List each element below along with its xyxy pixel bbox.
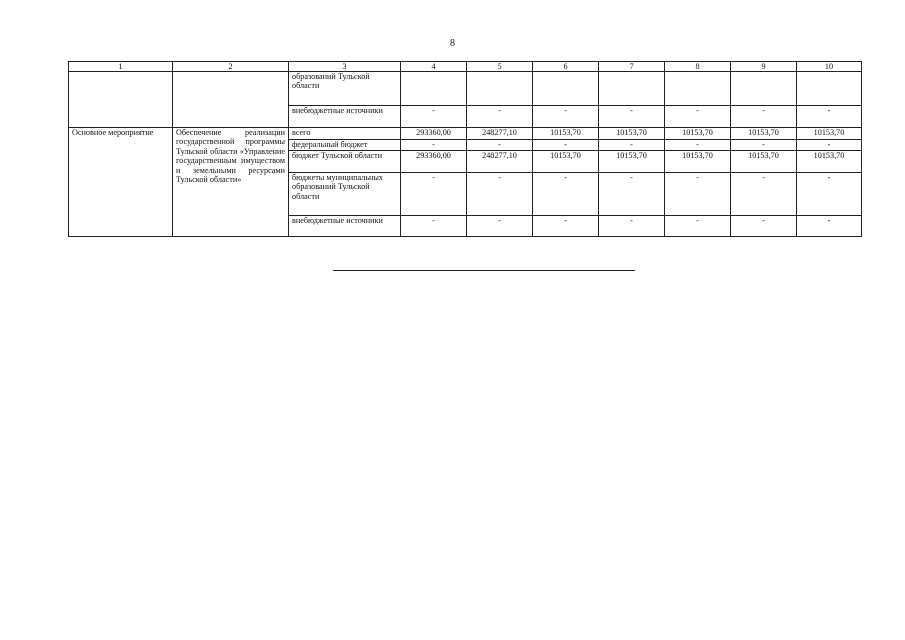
value-cell: 10153,70	[797, 128, 862, 140]
separator-line	[333, 270, 635, 271]
table-row	[69, 72, 862, 106]
budget-table	[68, 61, 862, 237]
value-cell: 10153,70	[731, 128, 797, 140]
value-cell: -	[599, 140, 665, 151]
column-header: 4	[401, 62, 467, 72]
column-header: 5	[467, 62, 533, 72]
value-cell: 10153,70	[533, 151, 599, 173]
value-cell	[731, 72, 797, 106]
value-cell: 10153,70	[599, 128, 665, 140]
value-cell	[467, 72, 533, 106]
value-cell: -	[599, 106, 665, 128]
value-cell: 10153,70	[665, 151, 731, 173]
column-header: 9	[731, 62, 797, 72]
source-cell: федеральный бюджет	[289, 140, 401, 151]
value-cell: -	[533, 173, 599, 216]
value-cell: 10153,70	[731, 151, 797, 173]
value-cell: -	[797, 140, 862, 151]
value-cell: -	[665, 216, 731, 237]
empty-cell	[69, 72, 173, 128]
value-cell: -	[731, 173, 797, 216]
value-cell: -	[467, 173, 533, 216]
source-cell: внебюджетные источники	[289, 216, 401, 237]
value-cell: -	[533, 140, 599, 151]
source-cell: внебюджетные источники	[289, 106, 401, 128]
value-cell: -	[731, 140, 797, 151]
value-cell: 10153,70	[797, 151, 862, 173]
value-cell: -	[599, 173, 665, 216]
value-cell: 248277,10	[467, 151, 533, 173]
column-header: 2	[173, 62, 289, 72]
value-cell: -	[401, 216, 467, 237]
activity-type-cell: Основное мероприятие	[69, 128, 173, 237]
column-header: 3	[289, 62, 401, 72]
value-cell: 10153,70	[533, 128, 599, 140]
value-cell: -	[401, 106, 467, 128]
value-cell: -	[533, 106, 599, 128]
value-cell: -	[731, 106, 797, 128]
column-header: 7	[599, 62, 665, 72]
value-cell	[599, 72, 665, 106]
column-header: 1	[69, 62, 173, 72]
column-header: 6	[533, 62, 599, 72]
value-cell: -	[401, 173, 467, 216]
page-number: 8	[450, 38, 455, 49]
source-cell: бюджет Тульской области	[289, 151, 401, 173]
value-cell: -	[467, 140, 533, 151]
table-row	[69, 128, 862, 140]
value-cell: -	[665, 140, 731, 151]
value-cell	[401, 72, 467, 106]
value-cell: -	[599, 216, 665, 237]
value-cell	[665, 72, 731, 106]
activity-description-cell: Обеспечение реализации государственной программы Тульской области «Управление государственным имуществом и земельными ресурсами Тульской области»	[173, 128, 289, 237]
value-cell: -	[401, 140, 467, 151]
value-cell: -	[731, 216, 797, 237]
value-cell: -	[797, 173, 862, 216]
value-cell: 293360,00	[401, 128, 467, 140]
value-cell: -	[797, 106, 862, 128]
value-cell: -	[467, 216, 533, 237]
value-cell: 10153,70	[599, 151, 665, 173]
value-cell: -	[797, 216, 862, 237]
value-cell: -	[665, 173, 731, 216]
value-cell: 248277,10	[467, 128, 533, 140]
value-cell: -	[665, 106, 731, 128]
value-cell	[797, 72, 862, 106]
source-cell: всего	[289, 128, 401, 140]
column-header: 8	[665, 62, 731, 72]
empty-cell	[173, 72, 289, 128]
header-row	[69, 62, 862, 72]
column-header: 10	[797, 62, 862, 72]
value-cell: 10153,70	[665, 128, 731, 140]
value-cell	[533, 72, 599, 106]
value-cell: -	[533, 216, 599, 237]
source-cell: бюджеты муниципальных образований Тульской области	[289, 173, 401, 216]
value-cell: -	[467, 106, 533, 128]
source-cell: образований Тульской области	[289, 72, 401, 106]
value-cell: 293360,00	[401, 151, 467, 173]
